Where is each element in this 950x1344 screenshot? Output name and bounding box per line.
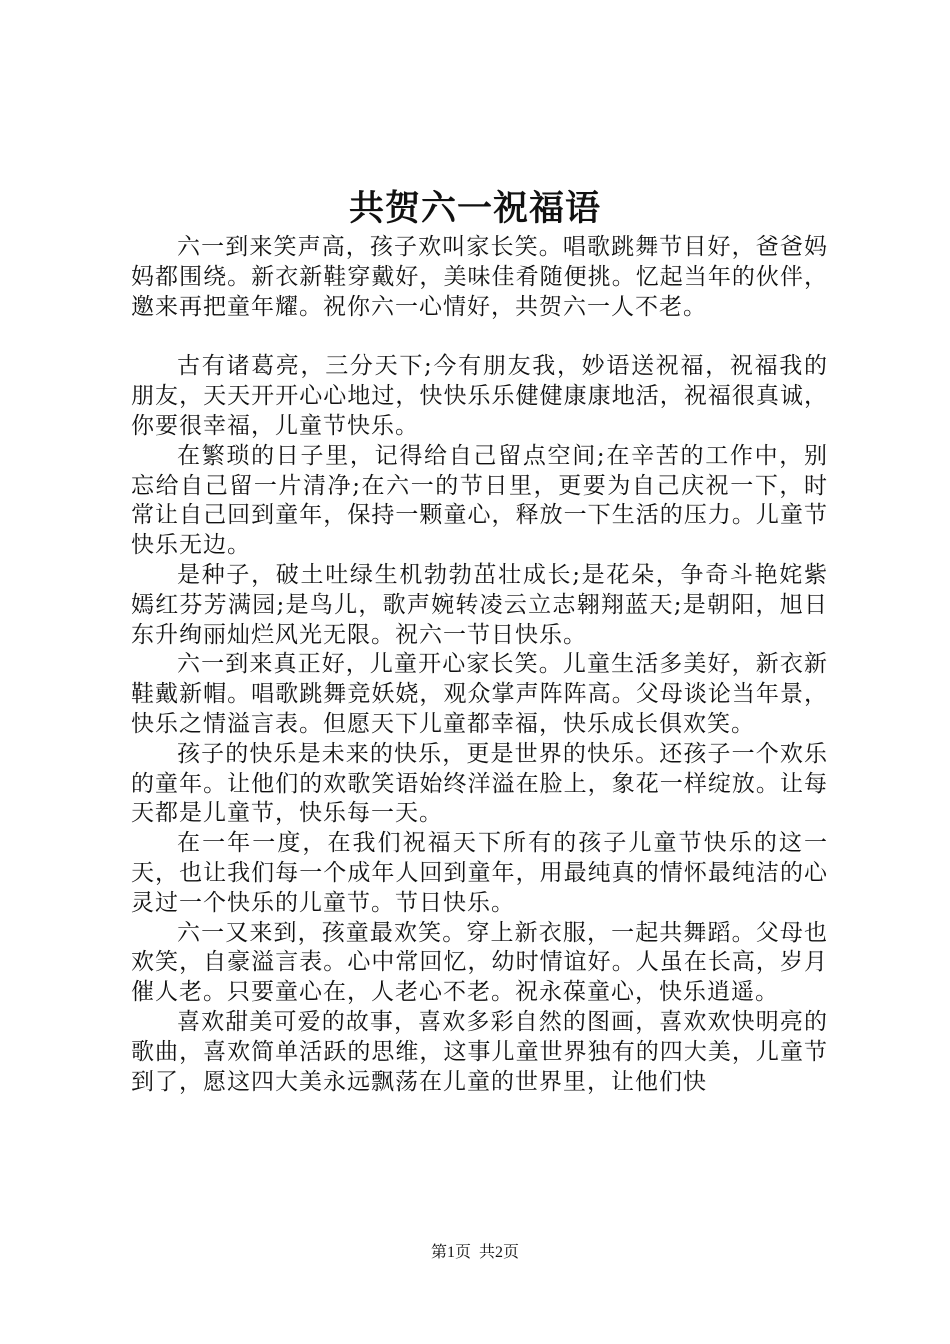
page-footer	[0, 1243, 950, 1263]
paragraph: 孩子的快乐是未来的快乐，更是世界的快乐。还孩子一个欢乐的童年。让他们的欢歌笑语始终洋溢在脸上，象花一样绽放。让每天都是儿童节，快乐每一天。	[131, 740, 828, 827]
paragraph: 在繁琐的日子里，记得给自己留点空间;在辛苦的工作中，别忘给自己留一片清净;在六一的节日里，更要为自己庆祝一下，时常让自己回到童年，保持一颗童心，释放一下生活的压力。儿童节快乐无边。	[131, 442, 828, 559]
paragraph: 六一到来真正好，儿童开心家长笑。儿童生活多美好，新衣新鞋戴新帽。唱歌跳舞竞妖娆，观众掌声阵阵高。父母谈论当年景，快乐之情溢言表。但愿天下儿童都幸福，快乐成长俱欢笑。	[131, 651, 828, 737]
document-title: 共贺六一祝福语	[348, 188, 601, 229]
page-total: 共2页	[479, 1244, 520, 1261]
paragraph: 是种子，破土吐绿生机勃勃茁壮成长;是花朵，争奇斗艳姹紫嫣红芬芳满园;是鸟儿，歌声婉转凌云立志翱翔蓝天;是朝阳，旭日东升绚丽灿烂风光无限。祝六一节日快乐。	[131, 561, 828, 648]
document-body	[131, 233, 828, 1097]
paragraph: 喜欢甜美可爱的故事，喜欢多彩自然的图画，喜欢欢快明亮的歌曲，喜欢简单活跃的思维，这事儿童世界独有的四大美，儿童节到了，愿这四大美永远飘荡在儿童的世界里，让他们快	[131, 1008, 828, 1095]
paragraph: 六一到来笑声高，孩子欢叫家长笑。唱歌跳舞节目好，爸爸妈妈都围绕。新衣新鞋穿戴好，美味佳肴随便挑。忆起当年的伙伴，邀来再把童年耀。祝你六一心情好，共贺六一人不老。	[131, 234, 828, 320]
paragraph: 六一又来到，孩童最欢笑。穿上新衣服，一起共舞蹈。父母也欢笑，自豪溢言表。心中常回忆，幼时情谊好。人虽在长高，岁月催人老。只要童心在，人老心不老。祝永葆童心，快乐逍遥。	[131, 919, 828, 1006]
paragraph: 古有诸葛亮，三分天下;今有朋友我，妙语送祝福，祝福我的朋友，天天开开心心地过，快快乐乐健健康康地活，祝福很真诚，你要很幸福，儿童节快乐。	[131, 353, 828, 439]
page-number: 第1页	[430, 1244, 471, 1261]
paragraph: 在一年一度，在我们祝福天下所有的孩子儿童节快乐的这一天，也让我们每一个成年人回到童年，用最纯真的情怀最纯洁的心灵过一个快乐的儿童节。节日快乐。	[131, 830, 828, 916]
footer-spacer	[471, 1244, 479, 1261]
